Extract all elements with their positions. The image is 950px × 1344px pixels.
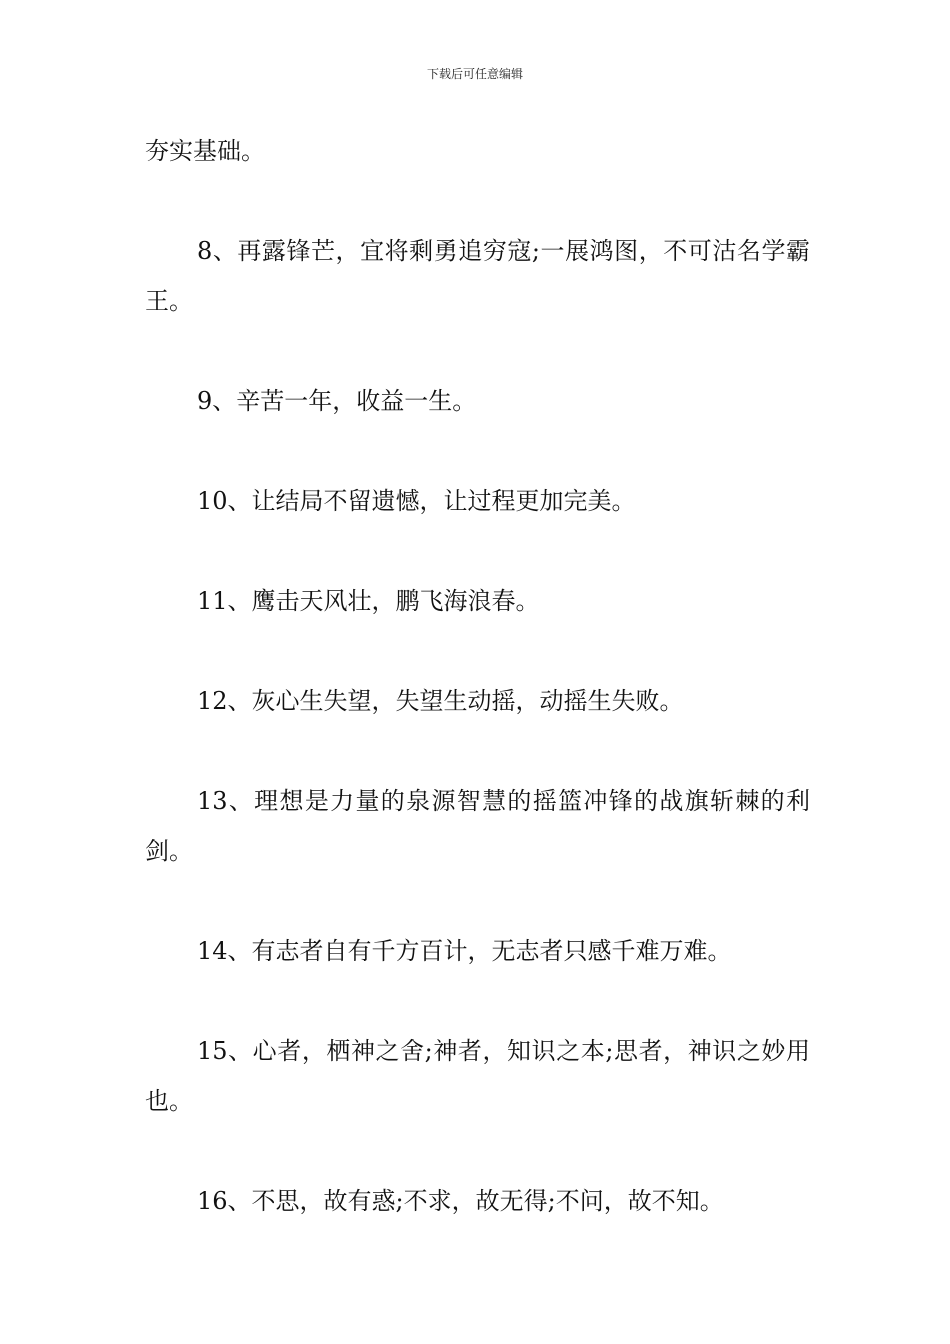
document-body — [145, 126, 810, 1276]
paragraph-item-11: 11、鹰击天风壮，鹏飞海浪春。 — [197, 587, 540, 615]
paragraph-item-12: 12、灰心生失望，失望生动摇，动摇生失败。 — [197, 687, 684, 715]
paragraph-continuation: 夯实基础。 — [145, 137, 265, 165]
paragraph-item-9: 9、辛苦一年，收益一生。 — [197, 387, 477, 415]
paragraph-item-13: 13、理想是力量的泉源智慧的摇篮冲锋的战旗斩棘的利剑。 — [145, 787, 810, 865]
paragraph-item-15: 15、心者，栖神之舍;神者，知识之本;思者，神识之妙用也。 — [145, 1037, 810, 1115]
paragraph-item-16: 16、不思，故有惑;不求，故无得;不问，故不知。 — [197, 1187, 724, 1215]
paragraph-item-14: 14、有志者自有千方百计，无志者只感千难万难。 — [197, 937, 732, 965]
page-header: 下载后可任意编辑 — [426, 67, 523, 81]
paragraph-item-10: 10、让结局不留遗憾，让过程更加完美。 — [197, 487, 636, 515]
paragraph-item-8: 8、再露锋芒，宜将剩勇追穷寇;一展鸿图，不可沽名学霸王。 — [145, 237, 810, 315]
